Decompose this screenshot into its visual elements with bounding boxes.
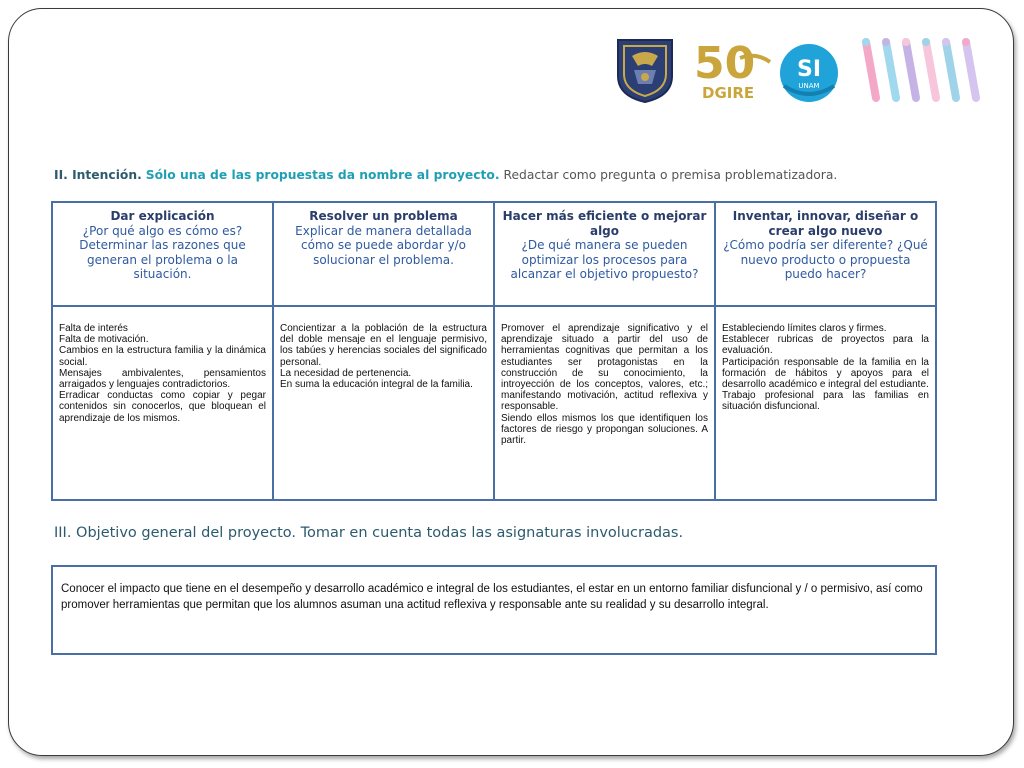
proposal-header-cell bbox=[273, 202, 494, 306]
objective-text: Conocer el impacto que tiene en el desempeño y desarrollo académico e integral de los estudiantes, el estar en un entorno familiar disfuncional y / o permisivo, así como promover herramientas que permitan que los alumnos asuman una actitud reflexiva y responsable ante su realidad y su desarrollo integral. bbox=[61, 583, 923, 611]
proposal-header-cell bbox=[715, 202, 936, 306]
body-line: Falta de interés bbox=[59, 323, 128, 334]
proposal-table bbox=[51, 201, 937, 501]
body-line: Siendo ellos mismos los que identifiquen los factores de riesgo y propongan soluciones. A partir. bbox=[501, 412, 708, 447]
proposal-header-row bbox=[52, 202, 936, 306]
si-subtext: UNAM bbox=[798, 82, 820, 90]
stripe-dot bbox=[902, 38, 910, 46]
stripe-mark bbox=[866, 42, 876, 98]
column-heading: Hacer más eficiente o mejorar algo bbox=[502, 209, 707, 238]
intent-highlight: Sólo una de las propuestas da nombre al proyecto. bbox=[145, 168, 500, 182]
header-logos bbox=[612, 34, 984, 106]
intent-rest: Redactar como pregunta o premisa problematizadora. bbox=[503, 168, 838, 182]
proposal-body-cell bbox=[494, 306, 715, 500]
column-subtitle: ¿De qué manera se pueden optimizar los procesos para alcanzar el objetivo propuesto? bbox=[510, 238, 699, 281]
body-line: Cambios en la estructura familia y la dinámica social. bbox=[59, 345, 266, 368]
proposal-body-row bbox=[52, 306, 936, 500]
stripe-dot bbox=[862, 38, 870, 46]
column-heading: Dar explicación bbox=[110, 209, 215, 223]
proposal-header-cell bbox=[494, 202, 715, 306]
body-line: Mensajes ambivalentes, pensamientos arraigados y lenguajes contradictorios. bbox=[59, 367, 266, 391]
stripe-mark bbox=[926, 42, 936, 98]
body-line: Falta de motivación. bbox=[59, 334, 149, 346]
body-line: Promover el aprendizaje significativo y el aprendizaje situado a partir del uso de herramientas cognitivas que permitan a los estudiantes ser protagonistas en la construcción de su conocimiento, la introyección de los conceptos, valores, etc.; manifestando motivación, actitud reflexiva y responsable. bbox=[501, 323, 708, 413]
body-line: Trabajo profesional para las familias en situación disfuncional. bbox=[722, 390, 929, 413]
intent-label: II. Intención. bbox=[54, 168, 142, 182]
proposal-header-cell bbox=[52, 202, 273, 306]
stripe-mark bbox=[886, 42, 896, 98]
column-heading: Inventar, innovar, diseñar o crear algo nuevo bbox=[732, 209, 919, 238]
objective-title: III. Objetivo general del proyecto. Tomar en cuenta todas las asignaturas involucradas. bbox=[54, 525, 684, 541]
dgire-number: 50 bbox=[694, 38, 756, 89]
body-line: Estableciendo límites claros y firmes. bbox=[722, 323, 887, 334]
proposal-body-cell bbox=[715, 306, 936, 500]
si-unam-logo bbox=[778, 42, 840, 104]
column-heading: Resolver un problema bbox=[309, 209, 458, 223]
unam-crest-icon bbox=[612, 36, 678, 104]
stripe-dot bbox=[882, 38, 890, 46]
dgire-logo bbox=[690, 34, 778, 104]
column-subtitle: Explicar de manera detallada cómo se puede abordar y/o solucionar el problema. bbox=[295, 223, 472, 267]
proposal-body-cell bbox=[273, 306, 494, 500]
stripe-dot bbox=[942, 38, 950, 46]
objective-box bbox=[51, 565, 937, 655]
stripe-mark bbox=[966, 42, 976, 98]
proposal-body-cell bbox=[52, 306, 273, 500]
body-line: En suma la educación integral de la familia. bbox=[280, 379, 473, 391]
si-text: SI bbox=[796, 57, 822, 82]
body-line: Erradicar conductas como copiar y pegar contenidos sin conocerlos, que bloquean el aprendizaje de los mismos. bbox=[59, 390, 266, 424]
column-subtitle: ¿Cómo podría ser diferente? ¿Qué nuevo producto o propuesta puedo hacer? bbox=[723, 238, 928, 281]
intent-title bbox=[54, 168, 954, 182]
dgire-50-icon bbox=[690, 34, 778, 104]
stripe-dot bbox=[962, 38, 970, 46]
body-line: Participación responsable de la familia en la formación de hábitos y apoyos para el desarrollo académico e integral del estudiante. bbox=[722, 356, 929, 391]
body-line: La necesidad de pertenencia. bbox=[280, 367, 412, 379]
stripe-mark bbox=[946, 42, 956, 98]
body-line: Concientizar a la población de la estructura del doble mensaje en el lenguaje permisivo, los tabúes y herencias sociales del significado personal. bbox=[280, 323, 487, 368]
stripe-dot bbox=[922, 38, 930, 46]
dgire-text: DGIRE bbox=[702, 84, 755, 102]
stripes-logo-icon bbox=[860, 36, 984, 104]
column-subtitle: ¿Por qué algo es cómo es? Determinar las razones que generan el problema o la situación. bbox=[79, 223, 246, 281]
body-line: Establecer rubricas de proyectos para la evaluación. bbox=[722, 334, 929, 357]
stripe-mark bbox=[906, 42, 916, 98]
